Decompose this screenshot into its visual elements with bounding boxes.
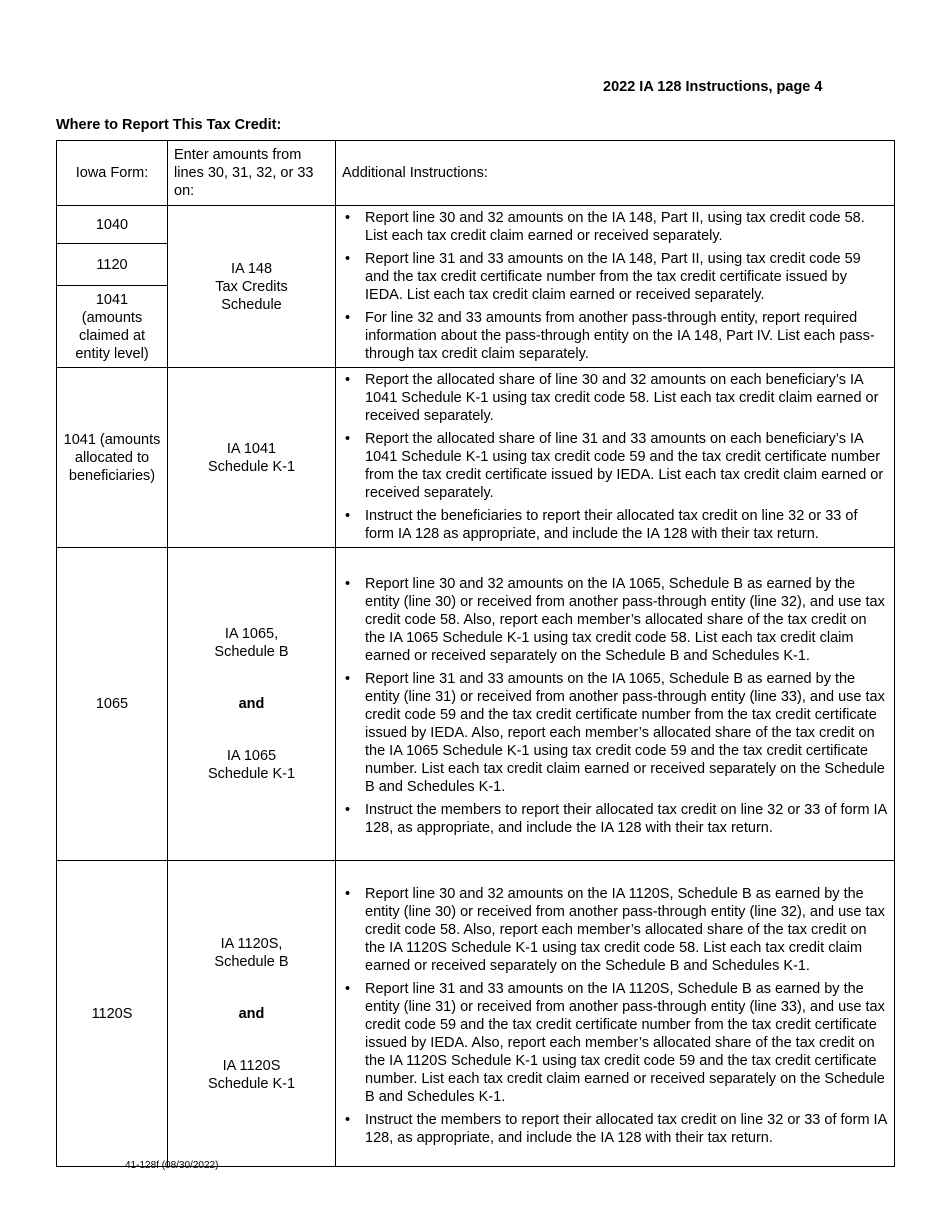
instructions-cell [336,206,895,368]
enter-on-schedule-b: IA 1120S, Schedule B [214,935,289,970]
instruction-item: • Report the allocated share of line 31 and 33 amounts on each beneficiary’s IA 1041 Schedule K-1 using tax credit code 59 and the tax credit certificate number from the tax credit certificate issued by IEDA. List each tax credit claim earned or received separately. [336,430,888,502]
instruction-item: • Instruct the members to report their allocated tax credit on line 32 or 33 of form IA 128, as appropriate, and include the IA 128 with their tax return. [336,1111,888,1147]
header-additional-instructions: Additional Instructions: [336,141,895,206]
iowa-form-1040: 1040 [57,206,167,244]
instruction-item: • Report line 30 and 32 amounts on the IA 1120S, Schedule B as earned by the entity (line 30) or received from another pass-through entity (line 32), and use tax credit code 58. Also, report each member’s allocated share of the tax credit on the IA 1120S Schedule K-1 using tax credit code 58. List each tax credit claim earned or received separately on the Schedule B and Schedules K-1. [336,885,888,975]
enter-on-cell [168,206,336,368]
enter-on-line: Tax Credits [215,278,288,295]
iowa-form-1120s: 1120S [57,861,168,1167]
instructions-cell [336,368,895,548]
instructions-cell [336,548,895,861]
and-label: and [238,1005,265,1022]
enter-on-line: IA 148 [230,260,273,277]
enter-on-cell [168,861,336,1167]
enter-on-line: IA 1041 [226,440,277,457]
table-row [57,368,895,548]
instruction-item: • Report line 30 and 32 amounts on the IA 1065, Schedule B as earned by the entity (line 30) or received from another pass-through entity (line 32), and use tax credit code 58. Also, report each member’s allocated share of the tax credit on the IA 1065 Schedule K-1 using tax credit code 58. List each tax credit claim earned or received separately on the Schedule B and Schedules K-1. [336,575,888,665]
and-label: and [238,696,265,712]
instruction-item: • Report the allocated share of line 30 and 32 amounts on each beneficiary’s IA 1041 Schedule K-1 using tax credit code 58. List each tax credit claim earned or received separately. [336,371,888,425]
instruction-item: • Instruct the members to report their allocated tax credit on line 32 or 33 of form IA 128, as appropriate, and include the IA 128 with their tax return. [336,801,888,837]
instruction-item: • Report line 30 and 32 amounts on the IA 148, Part II, using tax credit code 58. List each tax credit claim earned or received separately. [336,209,888,245]
enter-on-schedule-k1: IA 1065 Schedule K-1 [207,748,296,782]
table-row [57,861,895,1167]
instruction-item: • Instruct the beneficiaries to report their allocated tax credit on line 32 or 33 of form IA 128 as appropriate, and include the IA 128 with their tax return. [336,507,888,543]
table-row [57,206,895,368]
page-header: 2022 IA 128 Instructions, page 4 [603,79,823,95]
enter-on-line: Schedule [221,296,282,313]
enter-on-cell [168,368,336,548]
section-title: Where to Report This Tax Credit: [56,117,282,133]
tax-credit-reporting-table [56,140,895,1167]
enter-on-schedule-b: IA 1065, Schedule B [214,626,289,660]
enter-on-line: Schedule K-1 [207,458,296,475]
instruction-item: • Report line 31 and 33 amounts on the IA 1065, Schedule B as earned by the entity (line 31) or received from another pass-through entity (line 33), and use tax credit code 59 and the tax credit certificate number from the tax credit certificate issued by IEDA. Also, report each member’s allocated share of the tax credit on the IA 1065 Schedule K-1 using tax credit code 59 and the tax credit certificate number. List each tax credit claim earned or received separately on the Schedule B and Schedules K-1. [336,670,888,796]
instruction-item: • Report line 31 and 33 amounts on the IA 1120S, Schedule B as earned by the entity (line 31) or received from another pass-through entity (line 33), and use tax credit code 59 and the tax credit certificate number from the tax credit certificate issued by IEDA. Also, report each member’s allocated share of the tax credit on the IA 1120S Schedule K-1 using tax credit code 59 and the tax credit certificate number. List each tax credit claim earned or received separately on the Schedule B and Schedules K-1. [336,980,888,1106]
enter-on-schedule-k1: IA 1120S Schedule K-1 [207,1057,296,1092]
table-row [57,548,895,861]
instruction-item: • Report line 31 and 33 amounts on the IA 148, Part II, using tax credit code 59 and the tax credit certificate number from the tax credit certificate issued by IEDA. List each tax credit claim earned or received separately. [336,250,888,304]
enter-on-cell [168,548,336,861]
iowa-form-cell [57,206,168,368]
instructions-cell [336,861,895,1167]
instruction-item: • For line 32 and 33 amounts from another pass-through entity, report required information about the pass-through entity on the IA 148, Part IV. List each pass-through tax credit claim separately. [336,309,888,363]
iowa-form-1041-beneficiaries: 1041 (amounts allocated to beneficiaries) [57,368,168,548]
iowa-form-1120: 1120 [57,244,167,286]
form-footer-id: 41-128f (08/30/2022) [125,1160,219,1171]
header-enter-amounts: Enter amounts from lines 30, 31, 32, or 33 on: [168,141,336,206]
table-header-row [57,141,895,206]
iowa-form-1041-entity: 1041 (amounts claimed at entity level) [75,291,149,362]
header-iowa-form: Iowa Form: [57,141,168,206]
iowa-form-1065: 1065 [57,548,168,861]
